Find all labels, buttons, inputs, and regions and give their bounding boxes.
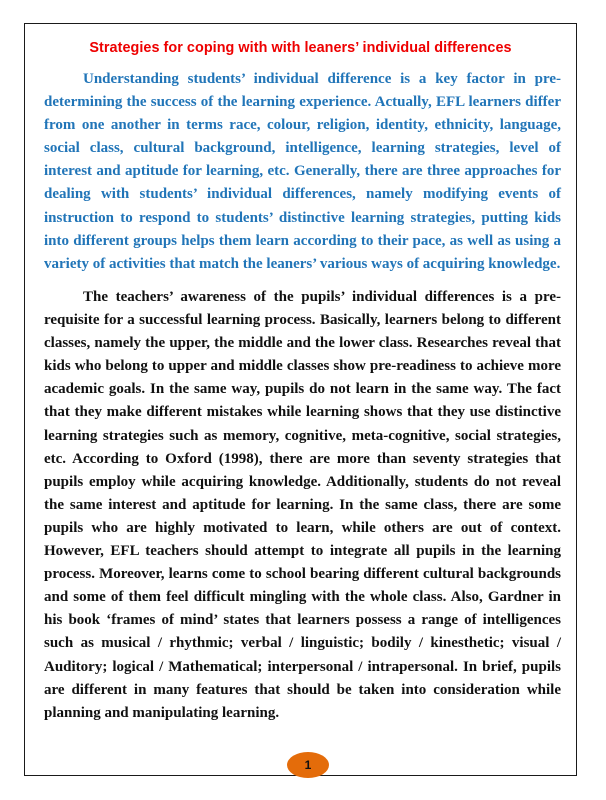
paragraph-intro: Understanding students’ individual difference is a key factor in pre-determining the success of the learning experience. Actually, EFL learners differ from one another in terms race, colour, religion, identity, ethnicity, language, social class, cultural background, intelligence, learning strategies, level of interest and aptitude for learning, etc. Generally, there are three approaches for dealing with students’ individual differences, namely modifying events of instruction to respond to students’ distinctive learning strategies, putting kids into different groups helps them learn according to their pace, as well as using a variety of activities that match the leaners’ various ways of acquiring knowledge.	[44, 71, 561, 272]
document-title: Strategies for coping with with leaners’ individual differences	[89, 40, 512, 56]
page-number: 1	[304, 758, 312, 772]
paragraph-body: The teachers’ awareness of the pupils’ individual differences is a pre-requisite for a successful learning process. Basically, learners belong to different classes, namely the upper, the middle and the lower class. Researches reveal that kids who belong to upper and middle classes show pre-readiness to achieve more academic goals. In the same way, pupils do not learn in the same way. The fact that they make different mistakes while learning shows that they use distinctive learning strategies such as memory, cognitive, meta-cognitive, social strategies, etc. According to Oxford (1998), there are more than seventy strategies that pupils employ while acquiring knowledge. Additionally, students do not reveal the same interest and aptitude for learning. In the same class, there are some pupils who are highly motivated to learn, while others are out of context. However, EFL teachers should attempt to integrate all pupils in the learning process. Moreover, learns come to school bearing different cultural backgrounds and some of them feel difficult mingling with the whole class. Also, Gardner in his book ‘frames of mind’ states that learners possess a range of intelligences such as musical / rhythmic; verbal / linguistic; bodily / kinesthetic; visual / Auditory; logical / Mathematical; interpersonal / intrapersonal. In brief, pupils are different in many features that should be taken into consideration while planning and manipulating learning.	[44, 289, 561, 721]
page-number-badge	[287, 752, 329, 778]
